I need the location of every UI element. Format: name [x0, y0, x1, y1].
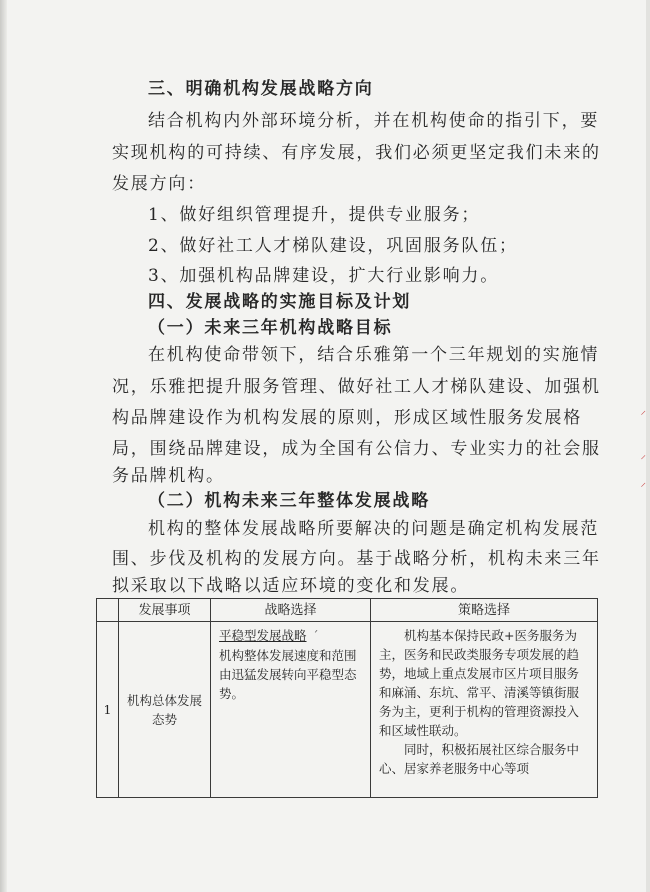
strategy-text: 机构整体发展速度和范围由迅猛发展转向平稳型态势。 [219, 648, 357, 701]
paragraph-line: 局，围绕品牌建设，成为全国有公信力、专业实力的社会服 [112, 439, 601, 459]
paragraph-line: 拟采取以下战略以适应环境的变化和发展。 [112, 576, 470, 596]
sub-heading-goals: （一）未来三年机构战略目标 [148, 318, 393, 338]
header-item: 发展事项 [119, 599, 211, 622]
direction-item-1: 1、做好组织管理提升，提供专业服务； [148, 205, 481, 225]
header-policy: 策略选择 [371, 599, 598, 622]
sub-heading-strategy: （二）机构未来三年整体发展战略 [148, 491, 430, 511]
strategy-table [96, 598, 598, 798]
pen-mark: ˊ [312, 629, 319, 643]
seal-edge-mark: ⸝ [640, 476, 646, 489]
paragraph-line: 围、步伐及机构的发展方向。基于战略分析，机构未来三年 [112, 549, 601, 569]
paragraph-line: 实现机构的可持续、有序发展，我们必须更坚定我们未来的 [112, 143, 601, 163]
paragraph-line: 在机构使命带领下，结合乐雅第一个三年规划的实施情 [148, 345, 600, 365]
direction-item-3: 3、加强机构品牌建设，扩大行业影响力。 [148, 266, 500, 286]
direction-item-2: 2、做好社工人才梯队建设，巩固服务队伍； [148, 236, 518, 256]
section-heading-3: 三、明确机构发展战略方向 [148, 79, 374, 99]
row-policy [371, 622, 598, 798]
policy-paragraph-2: 同时，积极拓展社区综合服务中心、居家养老服务中心等项 [379, 742, 580, 776]
paragraph-line: 构品牌建设作为机构发展的原则，形成区域性服务发展格 [112, 408, 582, 428]
header-strategy: 战略选择 [211, 599, 371, 622]
paragraph-line: 务品牌机构。 [112, 466, 225, 486]
paragraph-line: 结合机构内外部环境分析，并在机构使命的指引下，要 [148, 111, 600, 131]
paragraph-line: 况，乐雅把提升服务管理、做好社工人才梯队建设、加强机 [112, 377, 601, 397]
row-item: 机构总体发展态势 [119, 622, 211, 798]
strategy-title: 平稳型发展战略 [219, 628, 307, 643]
seal-edge-mark: ⸍ [640, 453, 646, 466]
seal-edge-mark: ⸝ [640, 404, 646, 417]
table-header-row [97, 599, 598, 622]
paragraph-line: 机构的整体发展战略所要解决的问题是确定机构发展范 [148, 519, 600, 539]
table-row [97, 622, 598, 798]
policy-paragraph-1: 机构基本保持民政+医务服务为主，医务和民政类服务专项发展的趋势，地域上重点发展市区片项目服务和麻涌、东坑、常平、清溪等镇街服务为主，更利于机构的管理资源投入和区域性联动。 [379, 628, 580, 738]
header-no [97, 599, 119, 622]
row-number: 1 [97, 622, 119, 798]
paragraph-line: 发展方向： [112, 174, 206, 194]
section-heading-4: 四、发展战略的实施目标及计划 [148, 292, 412, 312]
row-strategy [211, 622, 371, 798]
